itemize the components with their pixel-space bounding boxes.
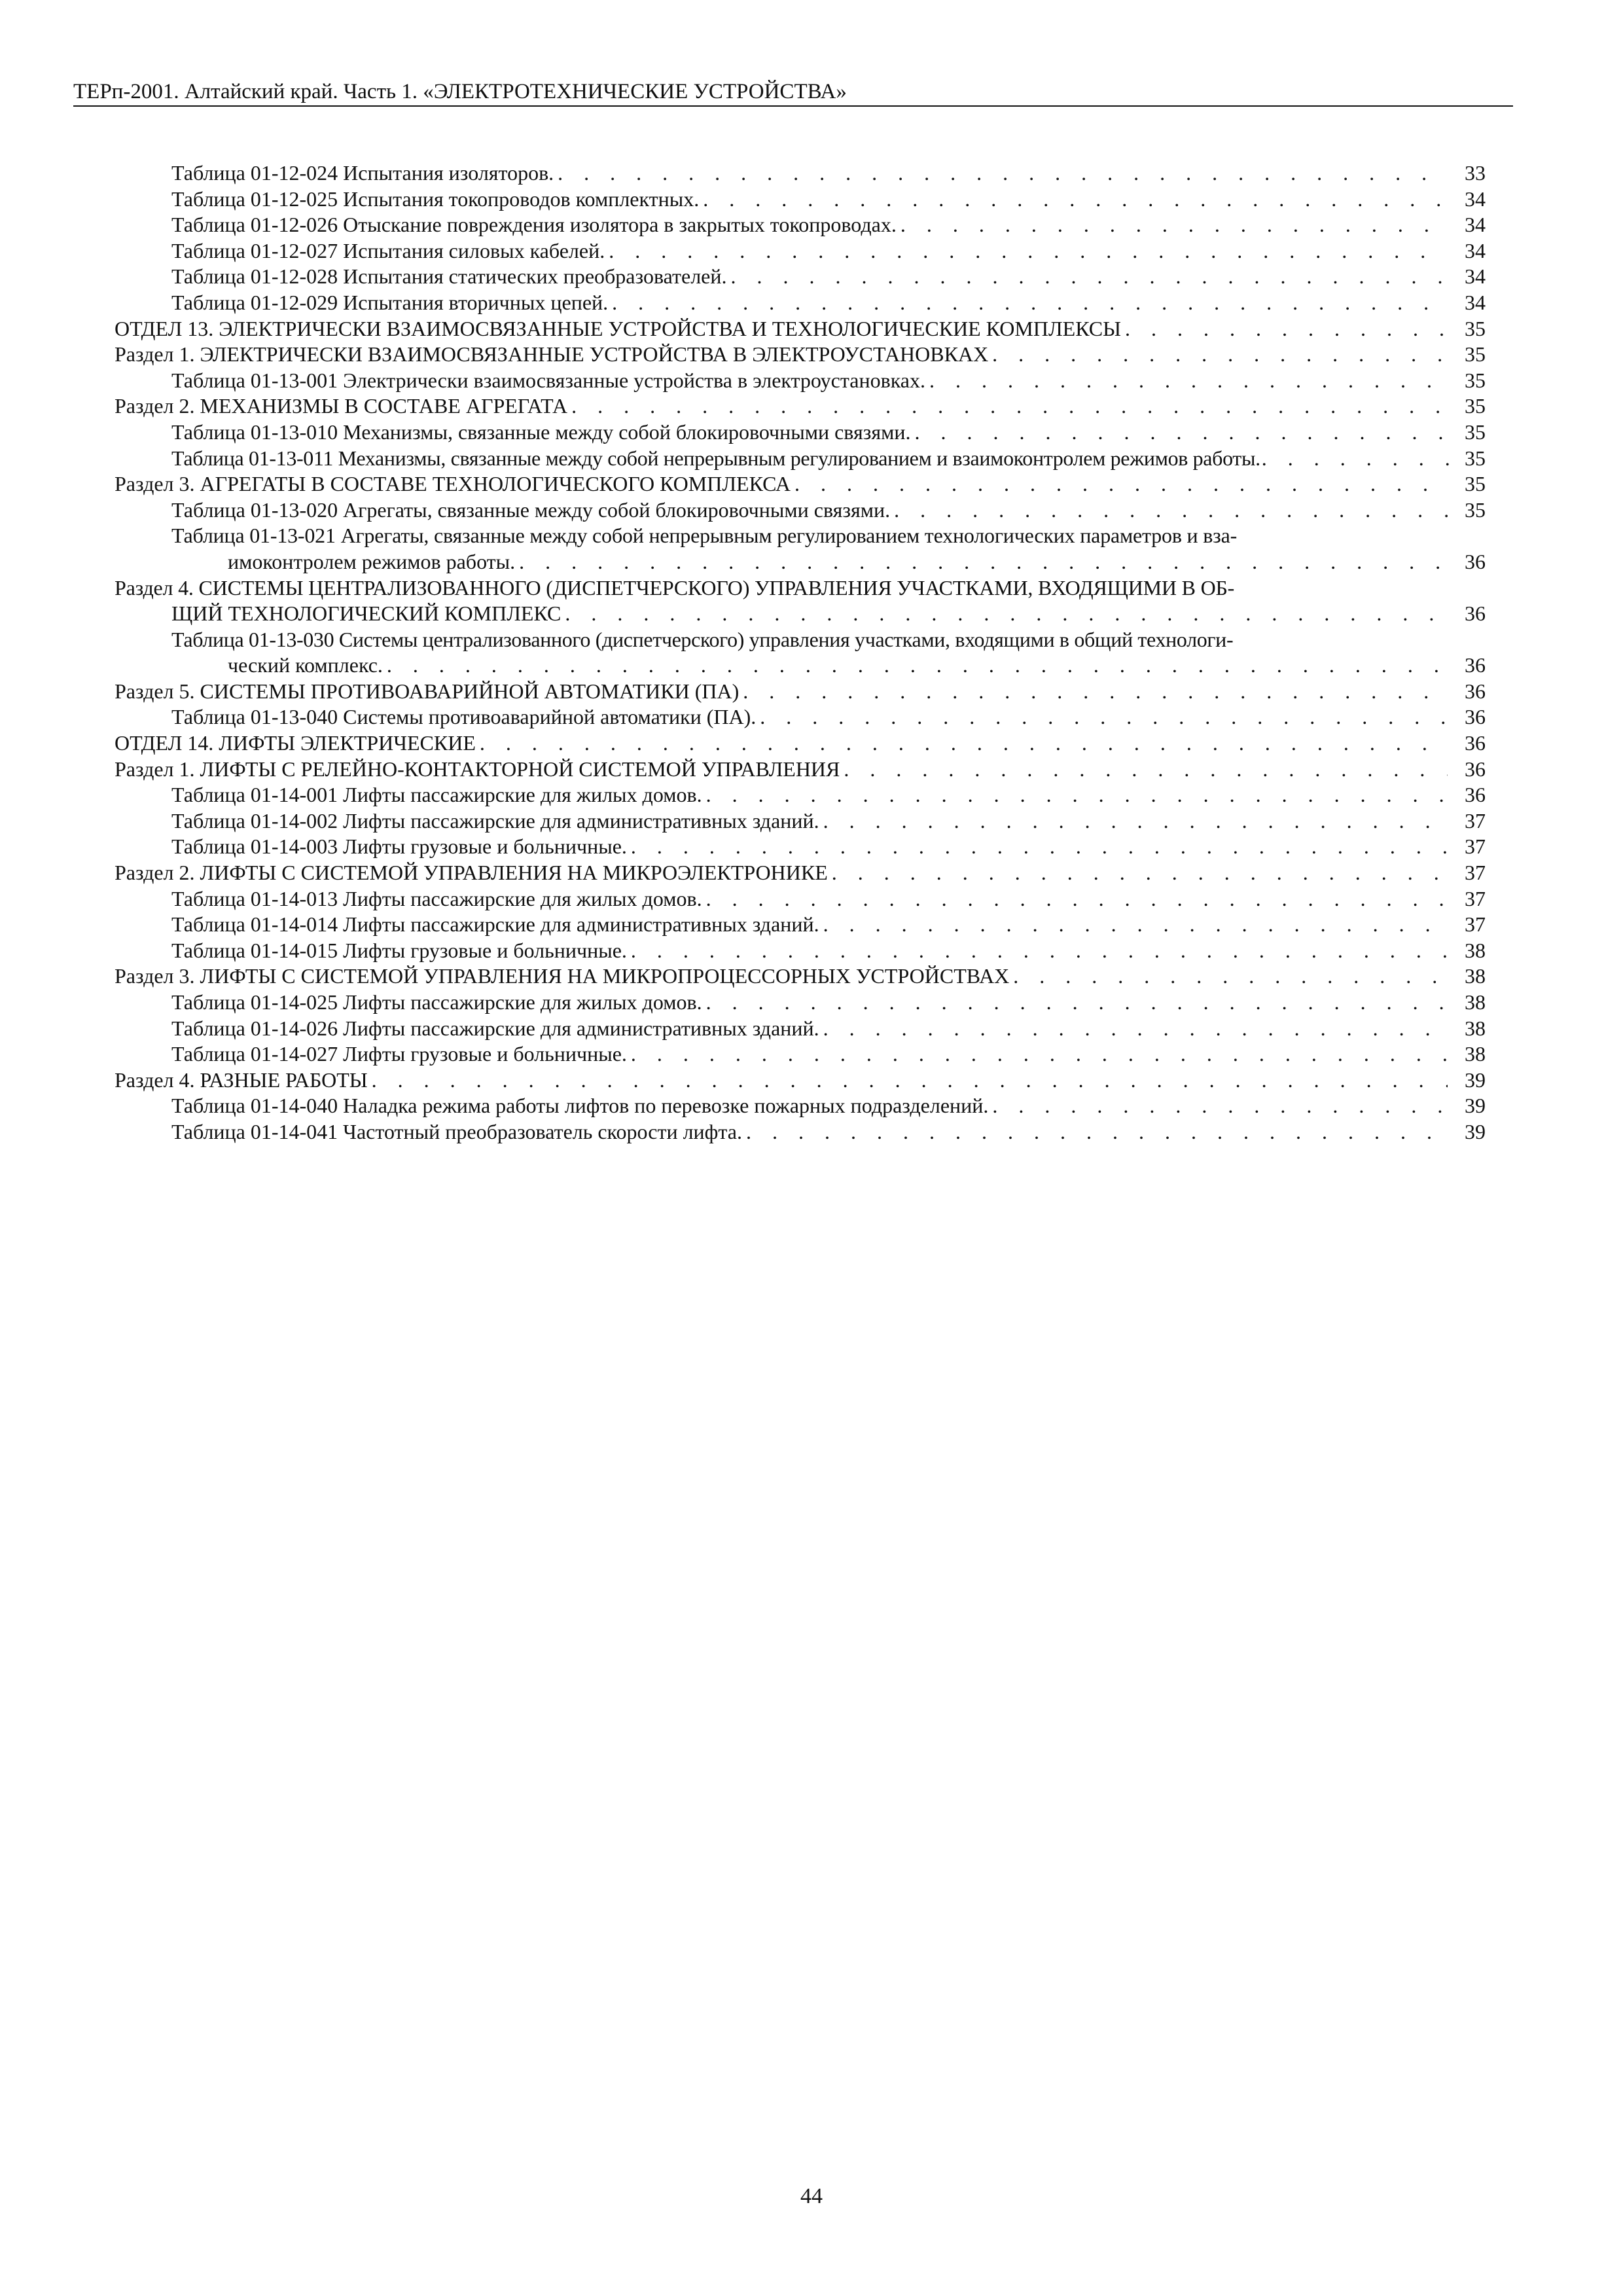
dot-leader <box>565 601 1448 627</box>
toc-entry-label: Таблица 01-14-015 Лифты грузовые и больничные. <box>171 938 627 962</box>
toc-entry[interactable] <box>115 860 1486 886</box>
toc-entry-page: 35 <box>1465 497 1486 522</box>
toc-entry[interactable] <box>115 963 1486 990</box>
toc-entry-label: Таблица 01-14-041 Частотный преобразователь скорости лифта. <box>171 1119 742 1143</box>
dot-leader <box>914 420 1448 446</box>
table-of-contents <box>115 160 1486 1145</box>
toc-entry[interactable] <box>115 704 1486 730</box>
toc-entry[interactable] <box>115 627 1486 679</box>
dot-leader <box>1262 446 1450 472</box>
running-header: ТЕРп-2001. Алтайский край. Часть 1. «ЭЛЕКТРОТЕХНИЧЕСКИЕ УСТРОЙСТВА» <box>73 80 847 103</box>
dot-leader <box>519 549 1448 575</box>
toc-entry-page: 37 <box>1465 912 1486 937</box>
dot-leader <box>706 782 1448 808</box>
toc-entry-page: 37 <box>1465 886 1486 910</box>
toc-entry-label: Раздел 5. СИСТЕМЫ ПРОТИВОАВАРИЙНОЙ АВТОМАТИКИ (ПА) <box>115 679 740 703</box>
toc-entry-label: Раздел 1. ЛИФТЫ С РЕЛЕЙНО-КОНТАКТОРНОЙ СИСТЕМОЙ УПРАВЛЕНИЯ <box>115 757 840 781</box>
dot-leader <box>571 393 1448 420</box>
toc-entry-page: 39 <box>1465 1094 1486 1118</box>
toc-entry[interactable] <box>115 1119 1486 1145</box>
toc-entry-label: Таблица 01-14-027 Лифты грузовые и больничные. <box>171 1042 627 1066</box>
toc-entry-label: Таблица 01-12-027 Испытания силовых кабелей. <box>171 238 605 262</box>
toc-entry-label: Раздел 2. ЛИФТЫ С СИСТЕМОЙ УПРАВЛЕНИЯ НА МИКРОЭЛЕКТРОНИКЕ <box>115 861 828 885</box>
toc-entry-page: 38 <box>1465 964 1486 988</box>
toc-entry-label: Таблица 01-13-011 Механизмы, связанные между собой непрерывным регулированием и взаимоконтролем режимов работы. <box>171 446 1260 470</box>
toc-entry-page: 38 <box>1465 1042 1486 1066</box>
toc-entry-page: 35 <box>1465 368 1486 392</box>
toc-entry-page: 35 <box>1465 472 1486 496</box>
dot-leader <box>794 471 1448 497</box>
toc-entry-label: Раздел 4. РАЗНЫЕ РАБОТЫ <box>115 1067 368 1092</box>
toc-entry-label: ОТДЕЛ 14. ЛИФТЫ ЭЛЕКТРИЧЕСКИЕ <box>115 731 476 755</box>
toc-entry[interactable] <box>115 1067 1486 1094</box>
toc-entry[interactable] <box>115 446 1486 472</box>
toc-entry-page: 38 <box>1465 938 1486 962</box>
dot-leader <box>558 160 1448 187</box>
toc-entry[interactable] <box>115 187 1486 213</box>
toc-entry-page: 33 <box>1465 161 1486 185</box>
toc-entry-page: 38 <box>1465 1016 1486 1040</box>
toc-entry[interactable] <box>115 886 1486 912</box>
toc-entry-label: Раздел 1. ЭЛЕКТРИЧЕСКИ ВЗАИМОСВЯЗАННЫЕ УСТРОЙСТВА В ЭЛЕКТРОУСТАНОВКАХ <box>115 342 989 367</box>
toc-entry[interactable] <box>115 1016 1486 1042</box>
toc-entry[interactable] <box>115 679 1486 705</box>
dot-leader <box>731 264 1448 290</box>
toc-entry[interactable] <box>115 575 1486 627</box>
dot-leader <box>992 342 1448 368</box>
toc-entry[interactable] <box>115 1041 1486 1067</box>
toc-entry[interactable] <box>115 264 1486 290</box>
toc-entry[interactable] <box>115 730 1486 757</box>
dot-leader <box>844 757 1448 783</box>
toc-entry-label: Таблица 01-13-010 Механизмы, связанные между собой блокировочными связями. <box>171 420 911 444</box>
toc-entry-label: Таблица 01-12-028 Испытания статических преобразователей. <box>171 264 727 289</box>
toc-entry-label: Раздел 3. АГРЕГАТЫ В СОСТАВЕ ТЕХНОЛОГИЧЕСКОГО КОМПЛЕКСА <box>115 472 791 496</box>
dot-leader <box>609 238 1448 264</box>
toc-entry-label: Таблица 01-14-025 Лифты пассажирские для жилых домов. <box>171 990 702 1014</box>
toc-entry-page: 36 <box>1465 757 1486 781</box>
toc-entry-label-cont: ЩИЙ ТЕХНОЛОГИЧЕСКИЙ КОМПЛЕКС <box>171 601 562 626</box>
toc-entry-page: 36 <box>1465 705 1486 729</box>
dot-leader <box>631 834 1448 860</box>
toc-entry-label: ОТДЕЛ 13. ЭЛЕКТРИЧЕСКИ ВЗАИМОСВЯЗАННЫЕ УСТРОЙСТВА И ТЕХНОЛОГИЧЕСКИЕ КОМПЛЕКСЫ <box>115 316 1121 340</box>
toc-entry-label-cont: имоконтролем режимов работы. <box>228 549 516 573</box>
toc-entry-label: Таблица 01-12-026 Отыскание повреждения изолятора в закрытых токопроводах. <box>171 213 897 237</box>
toc-entry[interactable] <box>115 290 1486 316</box>
toc-entry-page: 36 <box>1465 549 1486 573</box>
toc-entry-label: Таблица 01-13-021 Агрегаты, связанные между собой непрерывным регулированием технологических параметров и вза- <box>171 524 1238 548</box>
toc-entry-label: Таблица 01-14-002 Лифты пассажирские для административных зданий. <box>171 808 819 833</box>
dot-leader <box>631 938 1448 964</box>
toc-entry-label-cont: ческий комплекс. <box>228 653 383 677</box>
dot-leader <box>706 990 1448 1016</box>
dot-leader <box>612 290 1448 316</box>
toc-entry-page: 39 <box>1465 1067 1486 1092</box>
dot-leader <box>894 497 1448 524</box>
dot-leader <box>743 679 1448 705</box>
toc-entry[interactable] <box>115 342 1486 368</box>
toc-entry-label: Таблица 01-13-020 Агрегаты, связанные между собой блокировочными связями. <box>171 497 891 522</box>
toc-entry-label: Таблица 01-14-003 Лифты грузовые и больничные. <box>171 834 627 859</box>
toc-entry-page: 34 <box>1465 213 1486 237</box>
toc-entry[interactable] <box>115 393 1486 420</box>
dot-leader <box>992 1093 1448 1119</box>
toc-entry-label: Таблица 01-12-024 Испытания изоляторов. <box>171 161 554 185</box>
toc-entry[interactable] <box>115 757 1486 783</box>
toc-entry[interactable] <box>115 420 1486 446</box>
toc-entry-label: Раздел 4. СИСТЕМЫ ЦЕНТРАЛИЗОВАННОГО (ДИСПЕТЧЕРСКОГО) УПРАВЛЕНИЯ УЧАСТКАМИ, ВХОДЯЩИМИ В ОБ- <box>115 575 1235 600</box>
toc-entry-label: Таблица 01-12-029 Испытания вторичных цепей. <box>171 290 609 314</box>
toc-entry[interactable] <box>115 990 1486 1016</box>
dot-leader <box>746 1119 1448 1145</box>
toc-entry-label: Таблица 01-14-026 Лифты пассажирские для административных зданий. <box>171 1016 819 1040</box>
dot-leader <box>480 730 1448 757</box>
dot-leader <box>1125 316 1448 342</box>
toc-entry[interactable] <box>115 160 1486 187</box>
toc-entry-page: 35 <box>1465 446 1486 470</box>
dot-leader <box>823 912 1448 938</box>
toc-entry-label: Раздел 2. МЕХАНИЗМЫ В СОСТАВЕ АГРЕГАТА <box>115 394 568 418</box>
dot-leader <box>1013 963 1448 990</box>
toc-entry-label: Таблица 01-14-001 Лифты пассажирские для жилых домов. <box>171 783 702 807</box>
toc-entry[interactable] <box>115 808 1486 834</box>
toc-entry-page: 34 <box>1465 264 1486 289</box>
header-rule <box>73 105 1513 107</box>
toc-entry[interactable] <box>115 1093 1486 1119</box>
toc-entry[interactable] <box>115 471 1486 497</box>
toc-entry-page: 39 <box>1465 1119 1486 1143</box>
toc-entry-label: Таблица 01-14-014 Лифты пассажирские для административных зданий. <box>171 912 819 937</box>
dot-leader <box>929 368 1448 394</box>
toc-entry-page: 36 <box>1465 601 1486 626</box>
toc-entry-page: 37 <box>1465 808 1486 833</box>
dot-leader <box>703 187 1448 213</box>
toc-entry[interactable] <box>115 912 1486 938</box>
dot-leader <box>823 808 1448 834</box>
toc-entry-label: Таблица 01-14-040 Наладка режима работы лифтов по перевозке пожарных подразделений. <box>171 1094 989 1118</box>
toc-entry-page: 35 <box>1465 394 1486 418</box>
toc-entry-page: 36 <box>1465 653 1486 677</box>
page-number: 44 <box>800 2184 823 2208</box>
toc-entry[interactable] <box>115 938 1486 964</box>
toc-entry-page: 35 <box>1465 342 1486 367</box>
toc-entry-page: 34 <box>1465 290 1486 314</box>
toc-entry-page: 34 <box>1465 238 1486 262</box>
toc-entry-page: 36 <box>1465 731 1486 755</box>
dot-leader <box>901 212 1448 238</box>
toc-entry-label: Таблица 01-13-001 Электрически взаимосвязанные устройства в электроустановках. <box>171 368 925 392</box>
toc-entry[interactable] <box>115 316 1486 342</box>
dot-leader <box>372 1067 1448 1094</box>
toc-entry-page: 37 <box>1465 861 1486 885</box>
toc-entry-page: 35 <box>1465 316 1486 340</box>
toc-entry[interactable] <box>115 212 1486 238</box>
toc-entry-page: 34 <box>1465 187 1486 211</box>
toc-entry-label: Раздел 3. ЛИФТЫ С СИСТЕМОЙ УПРАВЛЕНИЯ НА МИКРОПРОЦЕССОРНЫХ УСТРОЙСТВАХ <box>115 964 1010 988</box>
dot-leader <box>631 1041 1448 1067</box>
toc-entry-page: 36 <box>1465 783 1486 807</box>
toc-entry-page: 36 <box>1465 679 1486 703</box>
toc-entry[interactable] <box>115 497 1486 524</box>
dot-leader <box>760 704 1448 730</box>
toc-entry[interactable] <box>115 238 1486 264</box>
dot-leader <box>823 1016 1448 1042</box>
toc-entry-label: Таблица 01-13-030 Системы централизованного (диспетчерского) управления участками, входящими в общий технологи- <box>171 627 1234 651</box>
toc-entry-page: 38 <box>1465 990 1486 1014</box>
dot-leader <box>832 860 1448 886</box>
toc-entry-label: Таблица 01-12-025 Испытания токопроводов комплектных. <box>171 187 700 211</box>
toc-entry-label: Таблица 01-14-013 Лифты пассажирские для жилых домов. <box>171 886 702 910</box>
toc-entry-page: 35 <box>1465 420 1486 444</box>
toc-entry[interactable] <box>115 782 1486 808</box>
toc-entry[interactable] <box>115 523 1486 575</box>
toc-entry[interactable] <box>115 368 1486 394</box>
toc-entry-page: 37 <box>1465 834 1486 859</box>
dot-leader <box>387 653 1448 679</box>
dot-leader <box>706 886 1448 912</box>
toc-entry-label: Таблица 01-13-040 Системы противоаварийной автоматики (ПА). <box>171 705 757 729</box>
toc-entry[interactable] <box>115 834 1486 860</box>
